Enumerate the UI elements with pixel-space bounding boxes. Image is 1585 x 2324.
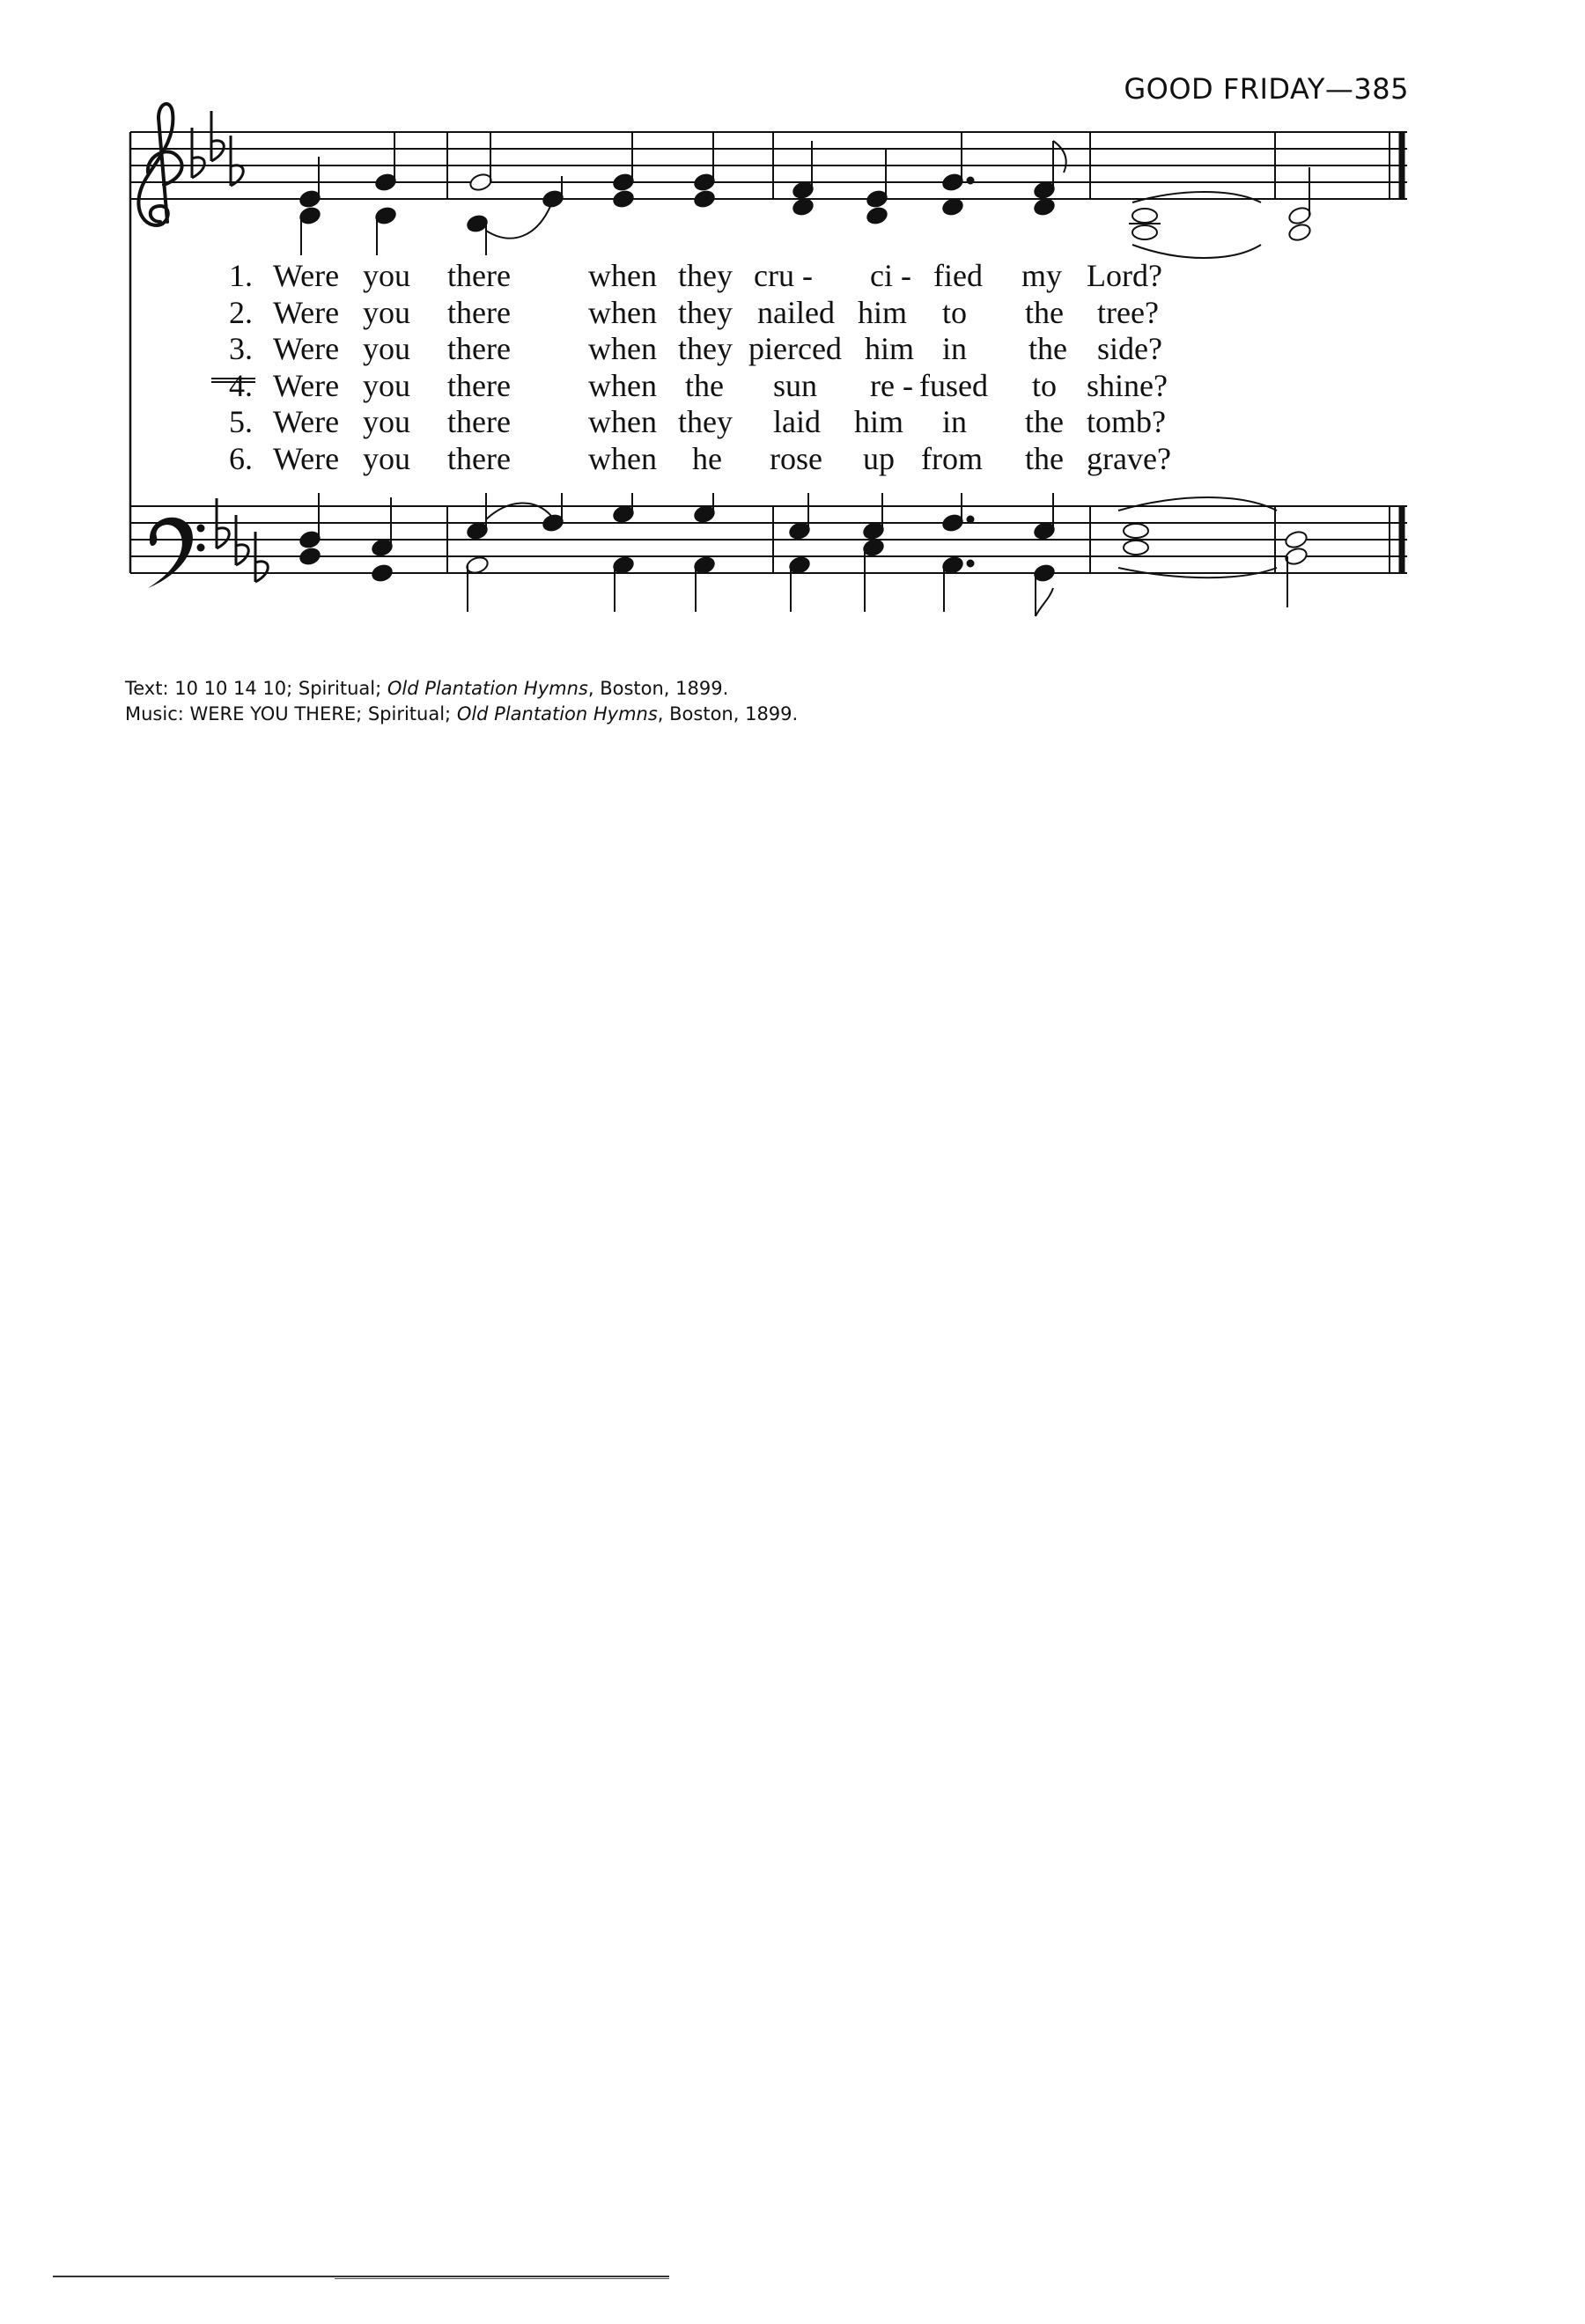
syllable: there bbox=[447, 294, 511, 330]
syllable: grave? bbox=[1087, 440, 1171, 476]
verse-number: 2. bbox=[229, 294, 253, 330]
music-tune: WERE YOU THERE; Spiritual; bbox=[189, 703, 452, 724]
syllable: side? bbox=[1097, 331, 1162, 366]
bass-notes bbox=[299, 493, 1309, 616]
syllable: there bbox=[447, 367, 511, 403]
syllable: ci - bbox=[870, 258, 911, 293]
music-place: , Boston, 1899. bbox=[657, 703, 799, 724]
syllable: Were bbox=[273, 294, 340, 330]
syllable: when bbox=[588, 258, 657, 293]
treble-notes bbox=[299, 132, 1312, 258]
footer-rule-secondary bbox=[335, 2278, 669, 2279]
syllable: there bbox=[447, 404, 511, 439]
syllable: you bbox=[363, 294, 410, 330]
syllable: rose bbox=[770, 440, 822, 476]
syllable: Were bbox=[273, 331, 340, 366]
syllable: there bbox=[447, 440, 511, 476]
syllable: re - bbox=[870, 367, 913, 403]
syllable: shine? bbox=[1087, 367, 1168, 403]
syllable: Were bbox=[273, 367, 340, 403]
treble-staff bbox=[130, 132, 1407, 199]
running-head: GOOD FRIDAY—385 bbox=[1124, 72, 1409, 106]
syllable: in bbox=[942, 331, 968, 366]
syllable: he bbox=[692, 440, 722, 476]
syllable: him bbox=[854, 404, 904, 439]
syllable: when bbox=[588, 367, 657, 403]
syllable: the bbox=[1025, 440, 1064, 476]
verse-6 bbox=[220, 440, 1224, 477]
syllable: you bbox=[363, 331, 410, 366]
verse-number: 6. bbox=[229, 440, 253, 476]
syllable: tomb? bbox=[1087, 404, 1166, 439]
syllable: they bbox=[678, 294, 733, 330]
verse-1 bbox=[220, 257, 1224, 294]
syllable: laid bbox=[773, 404, 821, 439]
syllable: in bbox=[942, 404, 968, 439]
syllable: up bbox=[863, 440, 895, 476]
footer-rule bbox=[53, 2276, 669, 2277]
syllable: when bbox=[588, 404, 657, 439]
syllable: when bbox=[588, 440, 657, 476]
syllable: him bbox=[865, 331, 915, 366]
verse-number: 1. bbox=[229, 258, 253, 293]
music-source: Old Plantation Hymns bbox=[456, 703, 658, 724]
syllable: you bbox=[363, 440, 410, 476]
syllable: the bbox=[1028, 331, 1067, 366]
text-source: Old Plantation Hymns bbox=[387, 678, 588, 699]
verse-4 bbox=[220, 367, 1224, 404]
syllable: fused bbox=[919, 367, 988, 403]
syllable: Were bbox=[273, 258, 340, 293]
syllable: Were bbox=[273, 440, 340, 476]
text-label: Text: bbox=[125, 678, 169, 699]
text-credit bbox=[125, 676, 1182, 702]
syllable: the bbox=[1025, 404, 1064, 439]
syllable: tree? bbox=[1097, 294, 1159, 330]
text-meter: 10 10 14 10; Spiritual; bbox=[174, 678, 382, 699]
syllable: you bbox=[363, 367, 410, 403]
syllable: there bbox=[447, 258, 511, 293]
music-credit bbox=[125, 702, 1182, 727]
syllable: when bbox=[588, 331, 657, 366]
syllable: Lord? bbox=[1087, 258, 1162, 293]
syllable: pierced bbox=[748, 331, 842, 366]
syllable: they bbox=[678, 331, 733, 366]
syllable: they bbox=[678, 404, 733, 439]
lyrics-block bbox=[220, 257, 1224, 476]
bass-staff bbox=[130, 506, 1407, 573]
syllable: to bbox=[942, 294, 968, 330]
syllable: when bbox=[588, 294, 657, 330]
syllable: from bbox=[921, 440, 983, 476]
syllable: fied bbox=[933, 258, 983, 293]
verse-3 bbox=[220, 330, 1224, 367]
syllable: they bbox=[678, 258, 733, 293]
syllable: him bbox=[858, 294, 908, 330]
verse-number: 4. bbox=[229, 367, 253, 403]
syllable: cru - bbox=[754, 258, 813, 293]
syllable: the bbox=[1025, 294, 1064, 330]
verse-5 bbox=[220, 403, 1224, 440]
syllable: nailed bbox=[757, 294, 835, 330]
syllable: sun bbox=[773, 367, 818, 403]
syllable: you bbox=[363, 258, 410, 293]
syllable: Were bbox=[273, 404, 340, 439]
syllable: to bbox=[1032, 367, 1058, 403]
syllable: my bbox=[1021, 258, 1063, 293]
hymn-credits bbox=[125, 676, 1182, 727]
syllable: there bbox=[447, 331, 511, 366]
syllable: you bbox=[363, 404, 410, 439]
treble-clef bbox=[138, 104, 181, 225]
music-label: Music: bbox=[125, 703, 184, 724]
verse-2 bbox=[220, 294, 1224, 331]
syllable: the bbox=[685, 367, 724, 403]
bass-clef bbox=[148, 518, 205, 588]
verse-number: 3. bbox=[229, 331, 253, 366]
verse-number: 5. bbox=[229, 404, 253, 439]
text-place: , Boston, 1899. bbox=[587, 678, 729, 699]
